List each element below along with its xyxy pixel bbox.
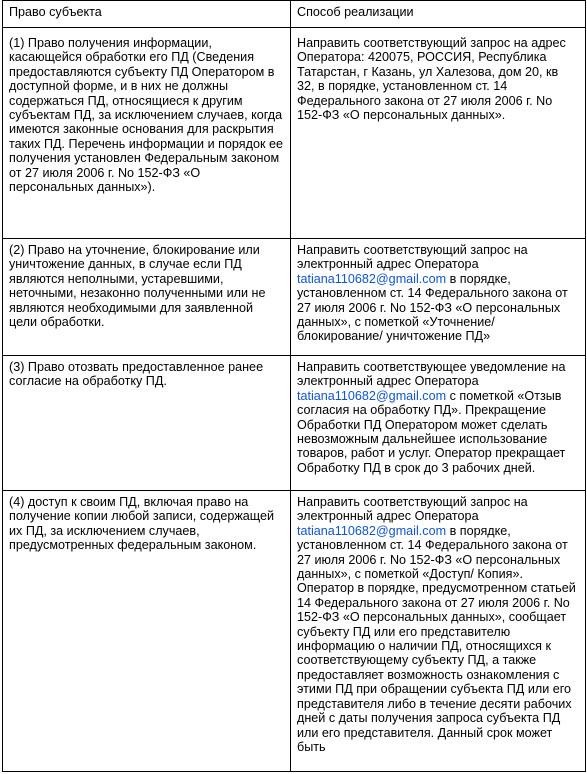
method-text: Направить соответствующий запрос на электронный адрес Оператора	[297, 243, 528, 272]
email-link[interactable]: tatiana110682@gmail.com	[297, 523, 447, 538]
rights-table	[2, 0, 586, 772]
right-text: (4) доступ к своим ПД, включая право на получение копии любой записи, содержащей их ПД, за исключением случаев, предусмотренных федеральным законом.	[9, 495, 275, 553]
method-cell	[291, 491, 586, 772]
method-text: Направить соответствующий запрос на электронный адрес Оператора	[297, 495, 528, 524]
method-cell	[291, 239, 586, 356]
header-method: Способ реализации	[291, 1, 586, 28]
right-cell	[3, 491, 291, 772]
table-row	[3, 491, 586, 772]
email-link[interactable]: tatiana110682@gmail.com	[297, 388, 447, 403]
table-row	[3, 239, 586, 356]
right-cell	[3, 28, 291, 239]
method-text: Направить соответствующее уведомление на электронный адрес Оператора	[297, 360, 566, 389]
table-row	[3, 28, 586, 239]
right-text: (2) Право на уточнение, блокирование или уничтожение данных, в случае если ПД являются неполными, устаревшими, неточными, незаконно полученными или не являются необходимыми для заявленной цели обработки.	[9, 243, 266, 330]
table-row	[3, 356, 586, 491]
table-header-row	[3, 1, 586, 28]
method-text: Направить соответствующий запрос на адрес Оператора: 420075, РОССИЯ, Республика Татарстан, г Казань, ул Халезова, дом 20, кв 32, в порядке, установленном ст. 14 Федерального закона от 27 июля 2006 г. No 152-ФЗ «О персональных данных».	[297, 36, 566, 123]
email-link[interactable]: tatiana110682@gmail.com	[297, 271, 447, 286]
right-text: (3) Право отозвать предоставленное ранее согласие на обработку ПД.	[9, 360, 264, 389]
right-cell	[3, 239, 291, 356]
method-text-cont: с пометкой «Отзыв согласия на обработку ПД». Прекращение Обработки ПД Оператором может сделать невозможным дальнейшее использование товаров, работ и услуг. Оператор прекращает Обработку ПД в срок до 3 рабочих дней.	[297, 388, 566, 475]
method-text-cont: в порядке, установленном ст. 14 Федерального закона от 27 июля 2006 г. No 152-ФЗ «О персональных данных», с пометкой «Доступ/ Копия». Оператор в порядке, предусмотренном статьей 14 Федерального закона от 27 июля 2006 г. No 152-ФЗ «О персональных данных», сообщает субъекту ПД или его представителю информацию о наличии ПД, относящихся к соответствующему субъекту ПД, а также предоставляет возможность ознакомления с этими ПД при обращении субъекта ПД или его представителя либо в течение десяти рабочих дней с даты получения запроса субъекта ПД или его представителя. Данный срок может быть	[297, 523, 576, 754]
right-text: (1) Право получения информации, касающейся обработки его ПД (Сведения предоставляются субъекту ПД Оператором в доступной форме, и в них не должны содержаться ПД, относящиеся к другим субъектам ПД, за исключением случаев, когда имеются законные основания для раскрытия таких ПД. Перечень информации и порядок ее получения установлен Федеральным законом от 27 июля 2006 г. No 152-ФЗ «О персональных данных»).	[9, 36, 283, 195]
method-cell	[291, 28, 586, 239]
right-cell	[3, 356, 291, 491]
method-text-cont: в порядке, установленном ст. 14 Федерального закона от 27 июля 2006 г. No 152-ФЗ «О персональных данных», с пометкой «Уточнение/блокирование/ уничтожение ПД»	[297, 271, 568, 344]
header-right: Право субъекта	[3, 1, 291, 28]
method-cell	[291, 356, 586, 491]
